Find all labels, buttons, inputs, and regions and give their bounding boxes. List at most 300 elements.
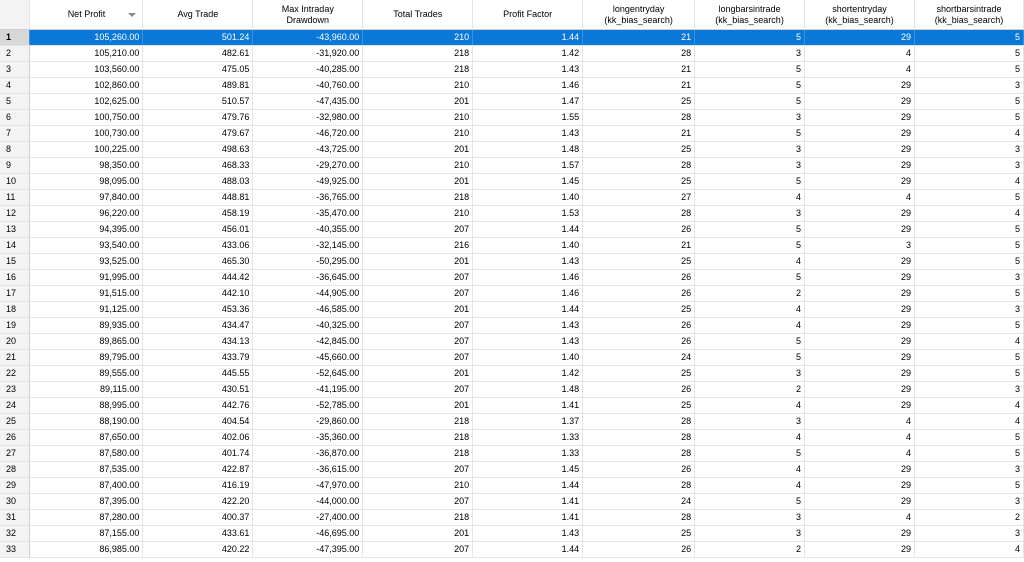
shortbarsintrade-cell[interactable]: 5	[914, 46, 1023, 62]
net-profit-header[interactable]	[30, 0, 143, 30]
avg-trade-cell[interactable]: 444.42	[143, 270, 253, 286]
table-row[interactable]	[0, 94, 1024, 110]
net-profit-cell[interactable]: 91,125.00	[30, 302, 143, 318]
table-row[interactable]	[0, 254, 1024, 270]
longentryday-cell[interactable]: 25	[583, 366, 695, 382]
profit-factor-cell[interactable]: 1.42	[473, 366, 583, 382]
profit-factor-cell[interactable]: 1.40	[473, 238, 583, 254]
avg-trade-cell[interactable]: 433.79	[143, 350, 253, 366]
row-number[interactable]: 32	[0, 526, 30, 542]
table-row[interactable]	[0, 110, 1024, 126]
net-profit-cell[interactable]: 105,210.00	[30, 46, 143, 62]
profit-factor-cell[interactable]: 1.43	[473, 62, 583, 78]
max-drawdown-cell[interactable]: -36,765.00	[253, 190, 363, 206]
profit-factor-cell[interactable]: 1.41	[473, 398, 583, 414]
net-profit-cell[interactable]: 102,625.00	[30, 94, 143, 110]
table-row[interactable]	[0, 270, 1024, 286]
profit-factor-cell[interactable]: 1.41	[473, 494, 583, 510]
shortbarsintrade-cell[interactable]: 3	[914, 526, 1023, 542]
max-drawdown-cell[interactable]: -42,845.00	[253, 334, 363, 350]
avg-trade-cell[interactable]: 442.10	[143, 286, 253, 302]
shortentryday-cell[interactable]: 29	[805, 478, 915, 494]
net-profit-cell[interactable]: 88,190.00	[30, 414, 143, 430]
total-trades-cell[interactable]: 218	[363, 446, 473, 462]
shortbarsintrade-cell[interactable]: 5	[914, 30, 1023, 46]
longbarsintrade-header[interactable]	[695, 0, 805, 30]
shortbarsintrade-cell[interactable]: 3	[914, 382, 1023, 398]
shortentryday-cell[interactable]: 29	[805, 126, 915, 142]
profit-factor-cell[interactable]: 1.37	[473, 414, 583, 430]
row-number[interactable]: 5	[0, 94, 30, 110]
net-profit-cell[interactable]: 87,280.00	[30, 510, 143, 526]
avg-trade-cell[interactable]: 433.06	[143, 238, 253, 254]
avg-trade-cell[interactable]: 400.37	[143, 510, 253, 526]
shortentryday-cell[interactable]: 4	[805, 46, 915, 62]
shortbarsintrade-cell[interactable]: 5	[914, 254, 1023, 270]
profit-factor-cell[interactable]: 1.46	[473, 270, 583, 286]
longentryday-cell[interactable]: 28	[583, 478, 695, 494]
profit-factor-cell[interactable]: 1.47	[473, 94, 583, 110]
max-drawdown-cell[interactable]: -32,145.00	[253, 238, 363, 254]
max-drawdown-cell[interactable]: -32,980.00	[253, 110, 363, 126]
table-row[interactable]	[0, 382, 1024, 398]
avg-trade-cell[interactable]: 501.24	[143, 30, 253, 46]
total-trades-cell[interactable]: 210	[363, 30, 473, 46]
avg-trade-cell[interactable]: 434.47	[143, 318, 253, 334]
shortbarsintrade-header[interactable]	[914, 0, 1023, 30]
longbarsintrade-cell[interactable]: 3	[695, 414, 805, 430]
total-trades-cell[interactable]: 207	[363, 334, 473, 350]
table-row[interactable]	[0, 302, 1024, 318]
net-profit-cell[interactable]: 96,220.00	[30, 206, 143, 222]
longentryday-cell[interactable]: 28	[583, 414, 695, 430]
net-profit-cell[interactable]: 98,095.00	[30, 174, 143, 190]
table-row[interactable]	[0, 350, 1024, 366]
net-profit-cell[interactable]: 86,985.00	[30, 542, 143, 558]
max-drawdown-cell[interactable]: -40,325.00	[253, 318, 363, 334]
shortbarsintrade-cell[interactable]: 4	[914, 174, 1023, 190]
row-number[interactable]: 11	[0, 190, 30, 206]
shortbarsintrade-cell[interactable]: 3	[914, 270, 1023, 286]
shortentryday-cell[interactable]: 29	[805, 286, 915, 302]
longentryday-cell[interactable]: 25	[583, 142, 695, 158]
row-number[interactable]: 1	[0, 30, 30, 46]
total-trades-cell[interactable]: 201	[363, 94, 473, 110]
longentryday-cell[interactable]: 25	[583, 254, 695, 270]
longbarsintrade-cell[interactable]: 5	[695, 126, 805, 142]
row-number[interactable]: 27	[0, 446, 30, 462]
total-trades-cell[interactable]: 201	[363, 142, 473, 158]
longentryday-cell[interactable]: 26	[583, 318, 695, 334]
max-drawdown-cell[interactable]: -36,615.00	[253, 462, 363, 478]
row-number[interactable]: 20	[0, 334, 30, 350]
shortentryday-cell[interactable]: 4	[805, 510, 915, 526]
shortbarsintrade-cell[interactable]: 3	[914, 142, 1023, 158]
net-profit-cell[interactable]: 98,350.00	[30, 158, 143, 174]
profit-factor-cell[interactable]: 1.48	[473, 142, 583, 158]
shortentryday-cell[interactable]: 4	[805, 414, 915, 430]
max-drawdown-cell[interactable]: -41,195.00	[253, 382, 363, 398]
row-number[interactable]: 28	[0, 462, 30, 478]
longentryday-header[interactable]	[583, 0, 695, 30]
longbarsintrade-cell[interactable]: 4	[695, 430, 805, 446]
shortbarsintrade-cell[interactable]: 5	[914, 350, 1023, 366]
avg-trade-cell[interactable]: 442.76	[143, 398, 253, 414]
longentryday-cell[interactable]: 26	[583, 334, 695, 350]
longbarsintrade-cell[interactable]: 4	[695, 302, 805, 318]
longbarsintrade-cell[interactable]: 5	[695, 494, 805, 510]
total-trades-cell[interactable]: 207	[363, 270, 473, 286]
profit-factor-cell[interactable]: 1.46	[473, 286, 583, 302]
net-profit-cell[interactable]: 93,525.00	[30, 254, 143, 270]
longentryday-cell[interactable]: 21	[583, 238, 695, 254]
shortentryday-cell[interactable]: 29	[805, 30, 915, 46]
row-number[interactable]: 18	[0, 302, 30, 318]
longbarsintrade-cell[interactable]: 5	[695, 334, 805, 350]
max-drawdown-cell[interactable]: -43,725.00	[253, 142, 363, 158]
row-number[interactable]: 2	[0, 46, 30, 62]
profit-factor-cell[interactable]: 1.43	[473, 254, 583, 270]
row-number[interactable]: 19	[0, 318, 30, 334]
net-profit-cell[interactable]: 89,555.00	[30, 366, 143, 382]
longentryday-cell[interactable]: 28	[583, 430, 695, 446]
max-drawdown-cell[interactable]: -36,870.00	[253, 446, 363, 462]
avg-trade-cell[interactable]: 402.06	[143, 430, 253, 446]
longbarsintrade-cell[interactable]: 4	[695, 462, 805, 478]
longentryday-cell[interactable]: 26	[583, 270, 695, 286]
shortentryday-cell[interactable]: 29	[805, 94, 915, 110]
max-drawdown-cell[interactable]: -44,905.00	[253, 286, 363, 302]
max-drawdown-cell[interactable]: -44,000.00	[253, 494, 363, 510]
row-number[interactable]: 33	[0, 542, 30, 558]
profit-factor-header[interactable]	[473, 0, 583, 30]
row-number[interactable]: 9	[0, 158, 30, 174]
longbarsintrade-cell[interactable]: 3	[695, 510, 805, 526]
row-number[interactable]: 16	[0, 270, 30, 286]
shortbarsintrade-cell[interactable]: 3	[914, 158, 1023, 174]
max-intraday-drawdown-header[interactable]	[253, 0, 363, 30]
row-number[interactable]: 13	[0, 222, 30, 238]
table-row[interactable]	[0, 366, 1024, 382]
profit-factor-cell[interactable]: 1.40	[473, 350, 583, 366]
table-row[interactable]	[0, 46, 1024, 62]
row-number[interactable]: 30	[0, 494, 30, 510]
table-row[interactable]	[0, 494, 1024, 510]
total-trades-cell[interactable]: 218	[363, 414, 473, 430]
max-drawdown-cell[interactable]: -43,960.00	[253, 30, 363, 46]
longbarsintrade-cell[interactable]: 4	[695, 398, 805, 414]
longentryday-cell[interactable]: 27	[583, 190, 695, 206]
profit-factor-cell[interactable]: 1.44	[473, 30, 583, 46]
shortbarsintrade-cell[interactable]: 3	[914, 462, 1023, 478]
longentryday-cell[interactable]: 24	[583, 494, 695, 510]
row-number[interactable]: 31	[0, 510, 30, 526]
longentryday-cell[interactable]: 21	[583, 30, 695, 46]
row-number[interactable]: 14	[0, 238, 30, 254]
row-number[interactable]: 22	[0, 366, 30, 382]
profit-factor-cell[interactable]: 1.44	[473, 478, 583, 494]
profit-factor-cell[interactable]: 1.33	[473, 430, 583, 446]
longbarsintrade-cell[interactable]: 4	[695, 318, 805, 334]
longentryday-cell[interactable]: 28	[583, 446, 695, 462]
shortbarsintrade-cell[interactable]: 5	[914, 62, 1023, 78]
avg-trade-cell[interactable]: 401.74	[143, 446, 253, 462]
shortbarsintrade-cell[interactable]: 5	[914, 190, 1023, 206]
longbarsintrade-cell[interactable]: 3	[695, 158, 805, 174]
longentryday-cell[interactable]: 28	[583, 206, 695, 222]
net-profit-cell[interactable]: 100,750.00	[30, 110, 143, 126]
max-drawdown-cell[interactable]: -31,920.00	[253, 46, 363, 62]
longentryday-cell[interactable]: 26	[583, 382, 695, 398]
total-trades-cell[interactable]: 207	[363, 350, 473, 366]
max-drawdown-cell[interactable]: -35,470.00	[253, 206, 363, 222]
avg-trade-cell[interactable]: 479.67	[143, 126, 253, 142]
profit-factor-cell[interactable]: 1.40	[473, 190, 583, 206]
avg-trade-cell[interactable]: 482.61	[143, 46, 253, 62]
shortentryday-cell[interactable]: 29	[805, 78, 915, 94]
shortentryday-cell[interactable]: 29	[805, 254, 915, 270]
longentryday-cell[interactable]: 26	[583, 286, 695, 302]
total-trades-cell[interactable]: 207	[363, 382, 473, 398]
total-trades-cell[interactable]: 207	[363, 542, 473, 558]
shortbarsintrade-cell[interactable]: 5	[914, 286, 1023, 302]
row-number[interactable]: 21	[0, 350, 30, 366]
profit-factor-cell[interactable]: 1.42	[473, 46, 583, 62]
shortbarsintrade-cell[interactable]: 2	[914, 510, 1023, 526]
shortentryday-cell[interactable]: 29	[805, 222, 915, 238]
avg-trade-cell[interactable]: 453.36	[143, 302, 253, 318]
max-drawdown-cell[interactable]: -49,925.00	[253, 174, 363, 190]
longbarsintrade-cell[interactable]: 5	[695, 238, 805, 254]
shortentryday-header[interactable]	[805, 0, 915, 30]
longbarsintrade-cell[interactable]: 3	[695, 366, 805, 382]
profit-factor-cell[interactable]: 1.43	[473, 334, 583, 350]
row-number[interactable]: 7	[0, 126, 30, 142]
profit-factor-cell[interactable]: 1.48	[473, 382, 583, 398]
shortentryday-cell[interactable]: 29	[805, 158, 915, 174]
total-trades-cell[interactable]: 207	[363, 286, 473, 302]
net-profit-cell[interactable]: 89,115.00	[30, 382, 143, 398]
profit-factor-cell[interactable]: 1.57	[473, 158, 583, 174]
row-number[interactable]: 29	[0, 478, 30, 494]
shortentryday-cell[interactable]: 29	[805, 206, 915, 222]
shortbarsintrade-cell[interactable]: 4	[914, 334, 1023, 350]
shortbarsintrade-cell[interactable]: 5	[914, 222, 1023, 238]
avg-trade-cell[interactable]: 434.13	[143, 334, 253, 350]
longbarsintrade-cell[interactable]: 3	[695, 142, 805, 158]
shortbarsintrade-cell[interactable]: 5	[914, 318, 1023, 334]
longentryday-cell[interactable]: 28	[583, 110, 695, 126]
max-drawdown-cell[interactable]: -36,645.00	[253, 270, 363, 286]
shortentryday-cell[interactable]: 29	[805, 526, 915, 542]
table-row[interactable]	[0, 526, 1024, 542]
row-number[interactable]: 15	[0, 254, 30, 270]
net-profit-cell[interactable]: 91,515.00	[30, 286, 143, 302]
table-row[interactable]	[0, 478, 1024, 494]
max-drawdown-cell[interactable]: -35,360.00	[253, 430, 363, 446]
avg-trade-cell[interactable]: 422.87	[143, 462, 253, 478]
longentryday-cell[interactable]: 28	[583, 158, 695, 174]
max-drawdown-cell[interactable]: -50,295.00	[253, 254, 363, 270]
table-row[interactable]	[0, 30, 1024, 46]
table-row[interactable]	[0, 126, 1024, 142]
net-profit-cell[interactable]: 100,730.00	[30, 126, 143, 142]
shortentryday-cell[interactable]: 29	[805, 318, 915, 334]
total-trades-cell[interactable]: 216	[363, 238, 473, 254]
row-number[interactable]: 17	[0, 286, 30, 302]
longentryday-cell[interactable]: 28	[583, 46, 695, 62]
shortbarsintrade-cell[interactable]: 4	[914, 398, 1023, 414]
net-profit-cell[interactable]: 87,650.00	[30, 430, 143, 446]
longentryday-cell[interactable]: 21	[583, 126, 695, 142]
shortentryday-cell[interactable]: 29	[805, 398, 915, 414]
avg-trade-cell[interactable]: 445.55	[143, 366, 253, 382]
longbarsintrade-cell[interactable]: 5	[695, 270, 805, 286]
longbarsintrade-cell[interactable]: 5	[695, 62, 805, 78]
net-profit-cell[interactable]: 94,395.00	[30, 222, 143, 238]
shortbarsintrade-cell[interactable]: 5	[914, 238, 1023, 254]
total-trades-cell[interactable]: 210	[363, 158, 473, 174]
row-number[interactable]: 25	[0, 414, 30, 430]
shortentryday-cell[interactable]: 29	[805, 350, 915, 366]
max-drawdown-cell[interactable]: -40,760.00	[253, 78, 363, 94]
row-number[interactable]: 3	[0, 62, 30, 78]
shortbarsintrade-cell[interactable]: 4	[914, 542, 1023, 558]
max-drawdown-cell[interactable]: -52,645.00	[253, 366, 363, 382]
net-profit-cell[interactable]: 87,400.00	[30, 478, 143, 494]
shortbarsintrade-cell[interactable]: 5	[914, 366, 1023, 382]
longbarsintrade-cell[interactable]: 3	[695, 206, 805, 222]
max-drawdown-cell[interactable]: -27,400.00	[253, 510, 363, 526]
max-drawdown-cell[interactable]: -52,785.00	[253, 398, 363, 414]
table-row[interactable]	[0, 430, 1024, 446]
profit-factor-cell[interactable]: 1.43	[473, 126, 583, 142]
longbarsintrade-cell[interactable]: 5	[695, 94, 805, 110]
total-trades-cell[interactable]: 218	[363, 46, 473, 62]
longbarsintrade-cell[interactable]: 4	[695, 190, 805, 206]
shortentryday-cell[interactable]: 29	[805, 494, 915, 510]
avg-trade-cell[interactable]: 479.76	[143, 110, 253, 126]
total-trades-cell[interactable]: 207	[363, 494, 473, 510]
longentryday-cell[interactable]: 28	[583, 510, 695, 526]
longbarsintrade-cell[interactable]: 2	[695, 382, 805, 398]
total-trades-cell[interactable]: 210	[363, 206, 473, 222]
total-trades-cell[interactable]: 218	[363, 62, 473, 78]
profit-factor-cell[interactable]: 1.45	[473, 174, 583, 190]
max-drawdown-cell[interactable]: -46,585.00	[253, 302, 363, 318]
shortentryday-cell[interactable]: 29	[805, 462, 915, 478]
shortbarsintrade-cell[interactable]: 5	[914, 94, 1023, 110]
longbarsintrade-cell[interactable]: 5	[695, 78, 805, 94]
total-trades-cell[interactable]: 201	[363, 174, 473, 190]
table-row[interactable]	[0, 222, 1024, 238]
shortentryday-cell[interactable]: 29	[805, 542, 915, 558]
net-profit-cell[interactable]: 87,535.00	[30, 462, 143, 478]
max-drawdown-cell[interactable]: -47,970.00	[253, 478, 363, 494]
longbarsintrade-cell[interactable]: 3	[695, 526, 805, 542]
avg-trade-cell[interactable]: 488.03	[143, 174, 253, 190]
net-profit-cell[interactable]: 89,795.00	[30, 350, 143, 366]
avg-trade-cell[interactable]: 475.05	[143, 62, 253, 78]
total-trades-cell[interactable]: 218	[363, 430, 473, 446]
total-trades-cell[interactable]: 210	[363, 478, 473, 494]
max-drawdown-cell[interactable]: -40,285.00	[253, 62, 363, 78]
longentryday-cell[interactable]: 21	[583, 78, 695, 94]
shortentryday-cell[interactable]: 29	[805, 302, 915, 318]
max-drawdown-cell[interactable]: -47,395.00	[253, 542, 363, 558]
table-row[interactable]	[0, 142, 1024, 158]
table-row[interactable]	[0, 174, 1024, 190]
row-number[interactable]: 26	[0, 430, 30, 446]
longentryday-cell[interactable]: 25	[583, 526, 695, 542]
longentryday-cell[interactable]: 26	[583, 462, 695, 478]
avg-trade-cell[interactable]: 420.22	[143, 542, 253, 558]
row-number[interactable]: 6	[0, 110, 30, 126]
shortbarsintrade-cell[interactable]: 3	[914, 494, 1023, 510]
profit-factor-cell[interactable]: 1.41	[473, 510, 583, 526]
avg-trade-cell[interactable]: 498.63	[143, 142, 253, 158]
longentryday-cell[interactable]: 26	[583, 222, 695, 238]
avg-trade-cell[interactable]: 416.19	[143, 478, 253, 494]
net-profit-cell[interactable]: 88,995.00	[30, 398, 143, 414]
longbarsintrade-cell[interactable]: 2	[695, 542, 805, 558]
shortentryday-cell[interactable]: 4	[805, 190, 915, 206]
total-trades-header[interactable]	[363, 0, 473, 30]
profit-factor-cell[interactable]: 1.33	[473, 446, 583, 462]
shortbarsintrade-cell[interactable]: 5	[914, 110, 1023, 126]
shortentryday-cell[interactable]: 29	[805, 382, 915, 398]
table-row[interactable]	[0, 78, 1024, 94]
avg-trade-cell[interactable]: 430.51	[143, 382, 253, 398]
total-trades-cell[interactable]: 207	[363, 462, 473, 478]
table-row[interactable]	[0, 462, 1024, 478]
max-drawdown-cell[interactable]: -47,435.00	[253, 94, 363, 110]
shortentryday-cell[interactable]: 4	[805, 62, 915, 78]
longentryday-cell[interactable]: 26	[583, 542, 695, 558]
shortbarsintrade-cell[interactable]: 5	[914, 430, 1023, 446]
table-row[interactable]	[0, 158, 1024, 174]
table-row[interactable]	[0, 318, 1024, 334]
profit-factor-cell[interactable]: 1.44	[473, 542, 583, 558]
total-trades-cell[interactable]: 207	[363, 222, 473, 238]
avg-trade-header[interactable]	[143, 0, 253, 30]
table-row[interactable]	[0, 286, 1024, 302]
longbarsintrade-cell[interactable]: 5	[695, 446, 805, 462]
profit-factor-cell[interactable]: 1.46	[473, 78, 583, 94]
table-row[interactable]	[0, 190, 1024, 206]
shortbarsintrade-cell[interactable]: 3	[914, 302, 1023, 318]
net-profit-cell[interactable]: 100,225.00	[30, 142, 143, 158]
net-profit-cell[interactable]: 87,395.00	[30, 494, 143, 510]
table-row[interactable]	[0, 542, 1024, 558]
shortentryday-cell[interactable]: 29	[805, 174, 915, 190]
net-profit-cell[interactable]: 97,840.00	[30, 190, 143, 206]
table-row[interactable]	[0, 334, 1024, 350]
row-number[interactable]: 12	[0, 206, 30, 222]
longbarsintrade-cell[interactable]: 3	[695, 46, 805, 62]
table-row[interactable]	[0, 238, 1024, 254]
sort-descending-icon[interactable]	[128, 13, 136, 17]
max-drawdown-cell[interactable]: -40,355.00	[253, 222, 363, 238]
profit-factor-cell[interactable]: 1.44	[473, 222, 583, 238]
max-drawdown-cell[interactable]: -46,720.00	[253, 126, 363, 142]
avg-trade-cell[interactable]: 422.20	[143, 494, 253, 510]
max-drawdown-cell[interactable]: -29,860.00	[253, 414, 363, 430]
total-trades-cell[interactable]: 210	[363, 110, 473, 126]
table-row[interactable]	[0, 62, 1024, 78]
profit-factor-cell[interactable]: 1.43	[473, 526, 583, 542]
longbarsintrade-cell[interactable]: 4	[695, 478, 805, 494]
